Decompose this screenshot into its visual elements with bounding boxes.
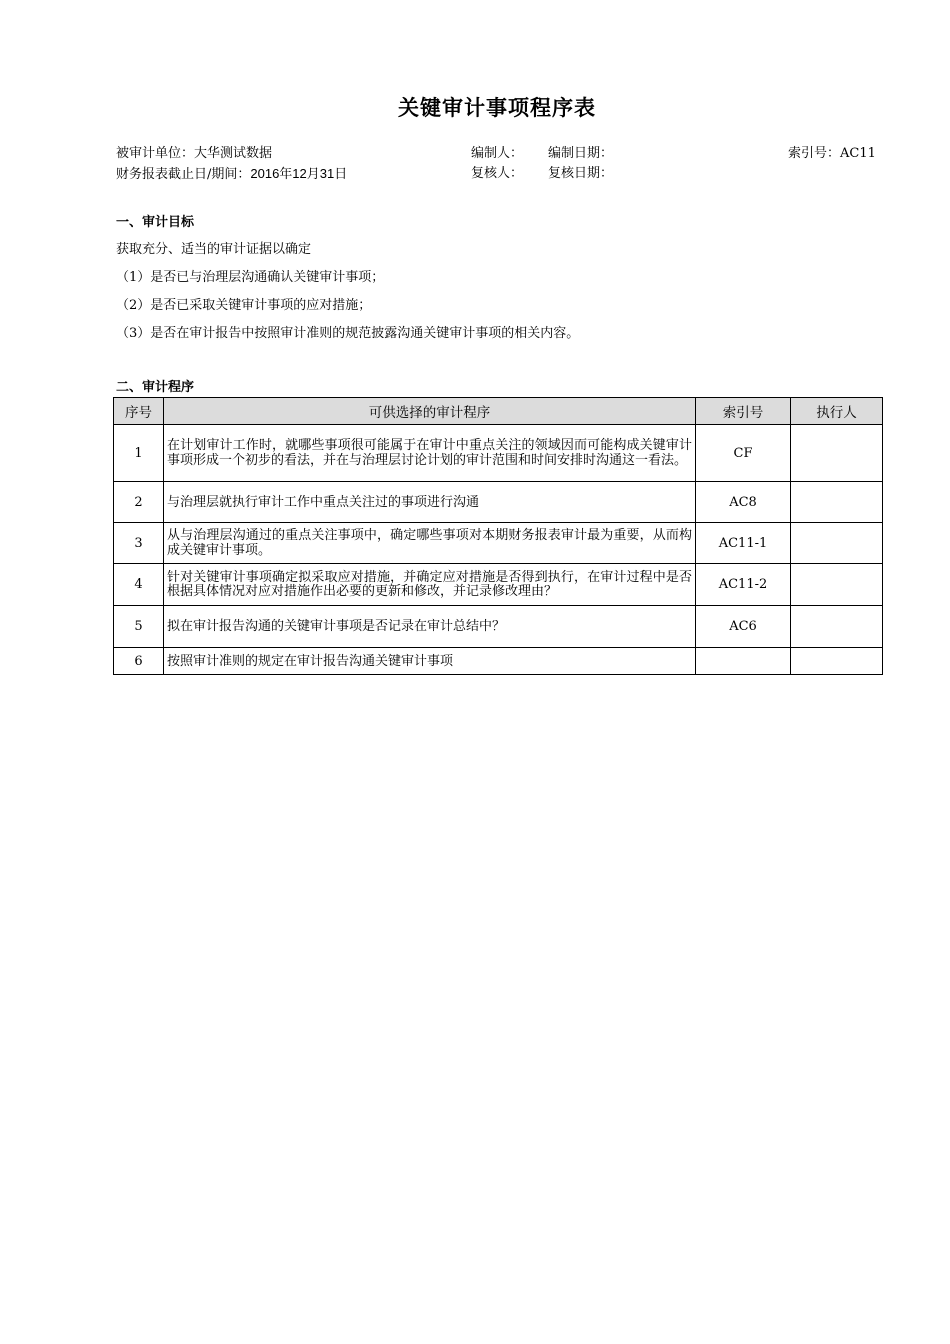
col-header-procedure: 可供选择的审计程序 (164, 398, 696, 425)
col-header-no: 序号 (114, 398, 164, 425)
review-date-label: 复核日期： (548, 166, 614, 181)
row-number: 6 (114, 648, 164, 675)
procedure-index (696, 648, 791, 675)
table-row (114, 564, 883, 606)
row-number: 4 (114, 564, 164, 606)
row-number: 3 (114, 523, 164, 564)
col-header-executor: 执行人 (791, 398, 883, 425)
col-header-index: 索引号 (696, 398, 791, 425)
procedure-text: 拟在审计报告沟通的关键审计事项是否记录在审计总结中？ (164, 606, 696, 648)
procedure-index: AC6 (696, 606, 791, 648)
period-label: 财务报表截止日/期间： (116, 167, 251, 182)
table-row (114, 425, 883, 482)
procedure-text: 与治理层就执行审计工作中重点关注过的事项进行沟通 (164, 482, 696, 523)
executor-cell[interactable] (791, 425, 883, 482)
auditee-field (116, 146, 272, 162)
prepare-date-label: 编制日期： (548, 146, 614, 161)
procedure-index: AC11-2 (696, 564, 791, 606)
row-number: 2 (114, 482, 164, 523)
procedure-text: 从与治理层沟通过的重点关注事项中，确定哪些事项对本期财务报表审计最为重要，从而构成关键审计事项。 (164, 523, 696, 564)
index-label: 索引号： (788, 146, 841, 161)
executor-cell[interactable] (791, 648, 883, 675)
procedure-text: 按照审计准则的规定在审计报告沟通关键审计事项 (164, 648, 696, 675)
table-row (114, 606, 883, 648)
executor-cell[interactable] (791, 606, 883, 648)
executor-cell[interactable] (791, 523, 883, 564)
row-number: 1 (114, 425, 164, 482)
preparer-label: 编制人： (471, 146, 524, 161)
executor-cell[interactable] (791, 482, 883, 523)
procedures-heading: 二、审计程序 (116, 380, 195, 395)
objective-item: （2）是否已采取关键审计事项的应对措施； (116, 298, 372, 313)
objective-item: （1）是否已与治理层沟通确认关键审计事项； (116, 270, 385, 285)
period-field (116, 166, 347, 183)
page-title: 关键审计事项程序表 (398, 96, 596, 120)
executor-cell[interactable] (791, 564, 883, 606)
table-row (114, 523, 883, 564)
row-number: 5 (114, 606, 164, 648)
table-row (114, 482, 883, 523)
objectives-heading: 一、审计目标 (116, 215, 195, 230)
index-field (788, 146, 876, 162)
reviewer-label: 复核人： (471, 166, 524, 181)
procedures-table (113, 397, 883, 675)
procedure-index: AC11-1 (696, 523, 791, 564)
procedure-index: AC8 (696, 482, 791, 523)
index-value: AC11 (840, 146, 876, 161)
period-value: 2016年12月31日 (250, 166, 348, 181)
procedure-index: CF (696, 425, 791, 482)
auditee-value: 大华测试数据 (194, 146, 273, 161)
objective-item: （3）是否在审计报告中按照审计准则的规范披露沟通关键审计事项的相关内容。 (116, 326, 580, 341)
auditee-label: 被审计单位： (116, 146, 195, 161)
table-header-row (114, 398, 883, 425)
table-row (114, 648, 883, 675)
objectives-intro: 获取充分、适当的审计证据以确定 (116, 242, 312, 257)
procedure-text: 在计划审计工作时，就哪些事项很可能属于在审计中重点关注的领域因而可能构成关键审计事项形成一个初步的看法，并在与治理层讨论计划的审计范围和时间安排时沟通这一看法。 (164, 425, 696, 482)
procedure-text: 针对关键审计事项确定拟采取应对措施，并确定应对措施是否得到执行，在审计过程中是否根据具体情况对应对措施作出必要的更新和修改，并记录修改理由？ (164, 564, 696, 606)
